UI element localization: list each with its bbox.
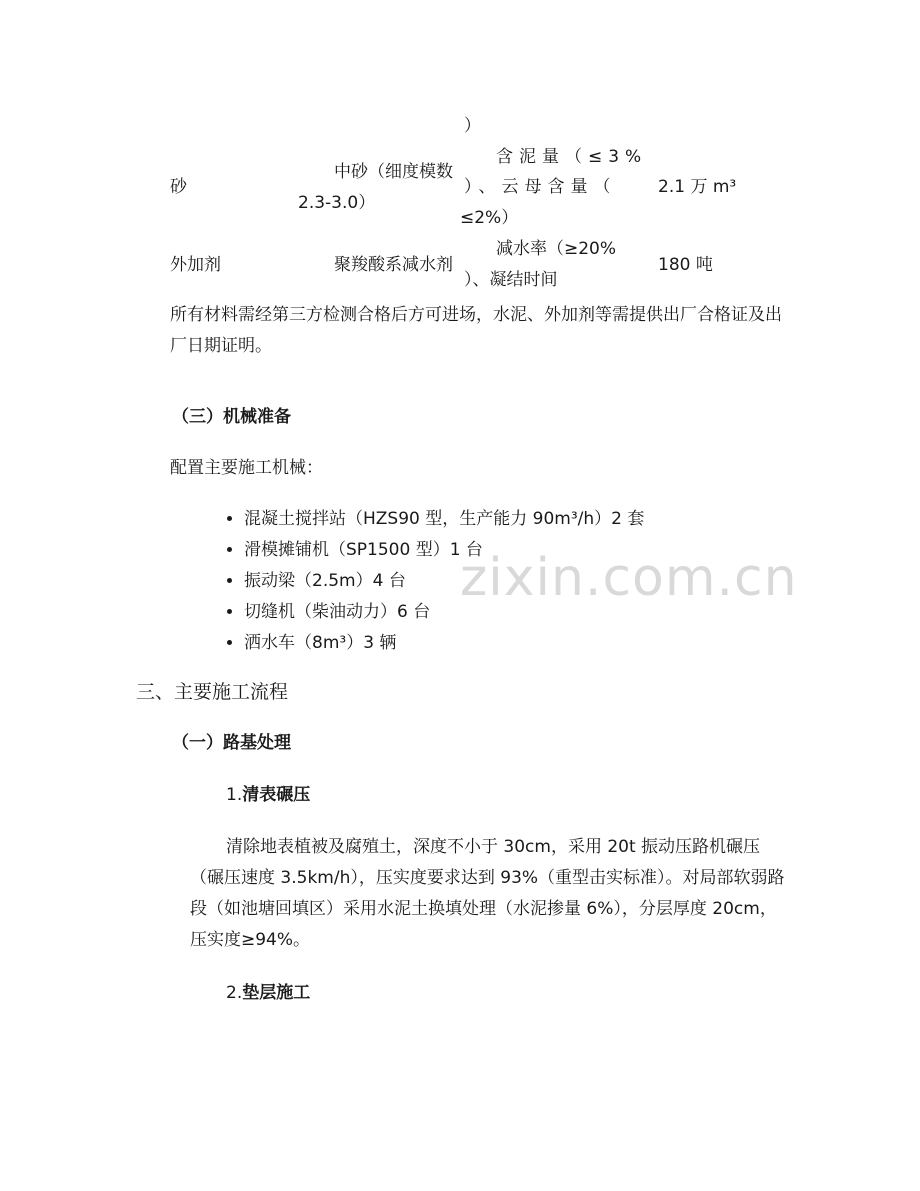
step-number: 2. <box>226 983 243 1003</box>
machinery-heading: （三）机械准备 <box>172 407 291 427</box>
table-cell-quantity: 2.1 万 m³ <box>658 177 737 197</box>
step-number: 1. <box>226 785 243 805</box>
table-cell-material: 砂 <box>170 177 187 197</box>
table-cell-requirement: 含泥量（≤3% <box>496 147 648 167</box>
list-item: • 混凝土搅拌站（HZS90 型，生产能力 90m³/h）2 套 <box>244 504 644 535</box>
step-title: 垫层施工 <box>242 983 311 1003</box>
materials-note <box>170 300 790 362</box>
table-cell-tail: ） <box>464 116 481 136</box>
step-paragraph: 清除地表植被及腐殖土，深度不小于 30cm，采用 20t 振动压路机碾压（碾压速度 3.5km/h），压实度要求达到 93%（重型击实标准）。对局部软弱路段（如池塘回填区）采用水泥土换填处理（水泥掺量 6%），分层厚度 20cm，压实度≥94%。 <box>190 837 785 950</box>
list-item: • 切缝机（柴油动力）6 台 <box>244 597 644 628</box>
table-cell-spec: 中砂（细度模数 <box>334 162 453 182</box>
watermark: zixin.com.cn <box>460 548 798 608</box>
step-heading <box>226 978 310 1008</box>
list-item: • 洒水车（8m³）3 辆 <box>244 628 644 659</box>
subsection-heading: （一）路基处理 <box>172 733 291 753</box>
materials-note-text: 所有材料需经第三方检测合格后方可进场，水泥、外加剂等需提供出厂合格证及出厂日期证明。 <box>170 305 782 356</box>
machinery-list <box>222 504 644 659</box>
table-cell-spec: 2.3-3.0） <box>298 193 376 213</box>
table-cell-quantity: 180 吨 <box>658 255 713 275</box>
table-cell-requirement: 减水率（≥20% <box>496 239 617 259</box>
step-title: 清表碾压 <box>242 785 311 805</box>
step-heading <box>226 780 310 810</box>
table-cell-requirement: ≤2%） <box>460 208 519 228</box>
machinery-intro: 配置主要施工机械： <box>170 458 323 478</box>
list-item: • 振动梁（2.5m）4 台 <box>244 566 644 597</box>
list-item: • 滑模摊铺机（SP1500 型）1 台 <box>244 535 644 566</box>
table-cell-spec: 聚羧酸系减水剂 <box>334 255 453 275</box>
table-cell-material: 外加剂 <box>170 255 221 275</box>
table-cell-requirement: ）、云母含量（ <box>464 177 617 197</box>
section-heading: 三、主要施工流程 <box>136 681 289 703</box>
table-cell-requirement: ）、凝结时间 <box>464 270 558 290</box>
